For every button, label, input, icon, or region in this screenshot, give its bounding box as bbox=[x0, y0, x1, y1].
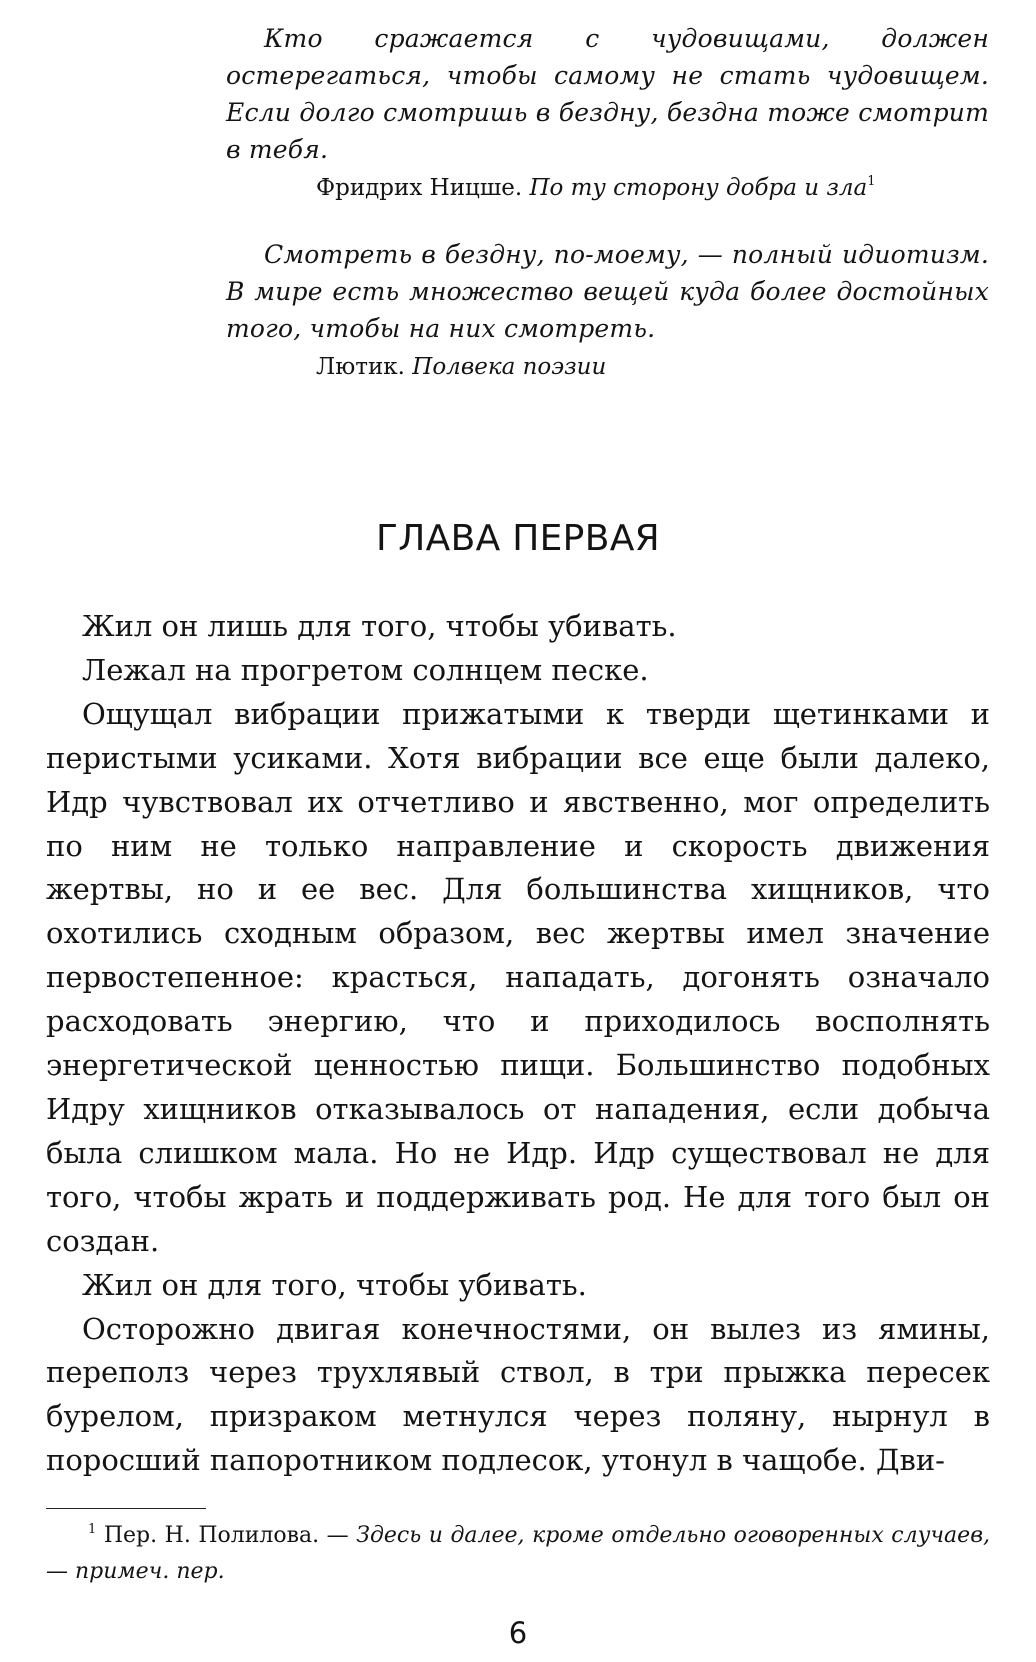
epigraph-lutik bbox=[226, 236, 989, 385]
footnote-reference[interactable]: 1 bbox=[867, 174, 876, 189]
paragraph: Жил он лишь для того, чтобы убивать. bbox=[82, 609, 677, 643]
epigraph-text: Кто сражается с чудовищами, должен остерегаться, чтобы самому не стать чудовищем. Если долго смотришь в бездну, бездна тоже смотрит в тебя. bbox=[226, 24, 989, 164]
footnote bbox=[46, 1518, 990, 1590]
epigraph-spacer bbox=[226, 206, 989, 236]
epigraph-attribution bbox=[316, 349, 989, 385]
epigraph-work: Полвека поэзии bbox=[412, 354, 607, 380]
footnote-text: Пер. Н. Полилова. — bbox=[103, 1523, 349, 1548]
epigraph-text: Смотреть в бездну, по-моему, — полный идиотизм. В мире есть множество вещей куда более достойных того, чтобы на них смотреть. bbox=[226, 240, 989, 343]
paragraph: Ощущал вибрации прижатыми к тверди щетинками и перистыми усиками. Хотя вибрации все еще были далеко, Идр чувствовал их отчетливо и явственно, мог определить по ним не только направление и скорость движения жертвы, но и ее вес. Для большинства хищников, что охотились сходным образом, вес жертвы имел значение первостепенное: красться, нападать, догонять означало расходовать энергию, что и приходилось восполнять энергетической ценностью пищи. Большинство подобных Идру хищников отказывалось от нападения, если добыча была слишком мала. Но не Идр. Идр существовал не для того, чтобы жрать и поддерживать род. Не для того был он создан. bbox=[46, 696, 990, 1258]
paragraph: Лежал на прогретом солнцем песке. bbox=[82, 652, 649, 687]
page-number: 6 bbox=[508, 1616, 528, 1650]
epigraph-nietzsche bbox=[226, 20, 989, 206]
footnote-mark: 1 bbox=[88, 1522, 97, 1537]
epigraph-author: Фридрих Ницше. bbox=[316, 175, 523, 201]
footnote-note: Здесь и далее, кроме отдельно оговоренных случаев, — примеч. пер. bbox=[46, 1523, 990, 1584]
paragraph: Осторожно двигая конечностями, он вылез из ямины, переполз через трухлявый ствол, в три прыжка пересек бурелом, призраком метнулся через поляну, нырнул в поросший папоротником подлесок, утонул в чащобе. Дви- bbox=[46, 1311, 990, 1478]
epigraph-author: Лютик. bbox=[316, 354, 405, 380]
epigraphs bbox=[226, 20, 989, 385]
footnote-divider bbox=[46, 1508, 206, 1509]
epigraph-attribution bbox=[316, 170, 989, 206]
epigraph-work: По ту сторону добра и зла bbox=[529, 175, 868, 201]
chapter-body bbox=[46, 605, 990, 1483]
paragraph: Жил он для того, чтобы убивать. bbox=[82, 1267, 587, 1302]
chapter-title: ГЛАВА ПЕРВАЯ bbox=[376, 518, 660, 559]
